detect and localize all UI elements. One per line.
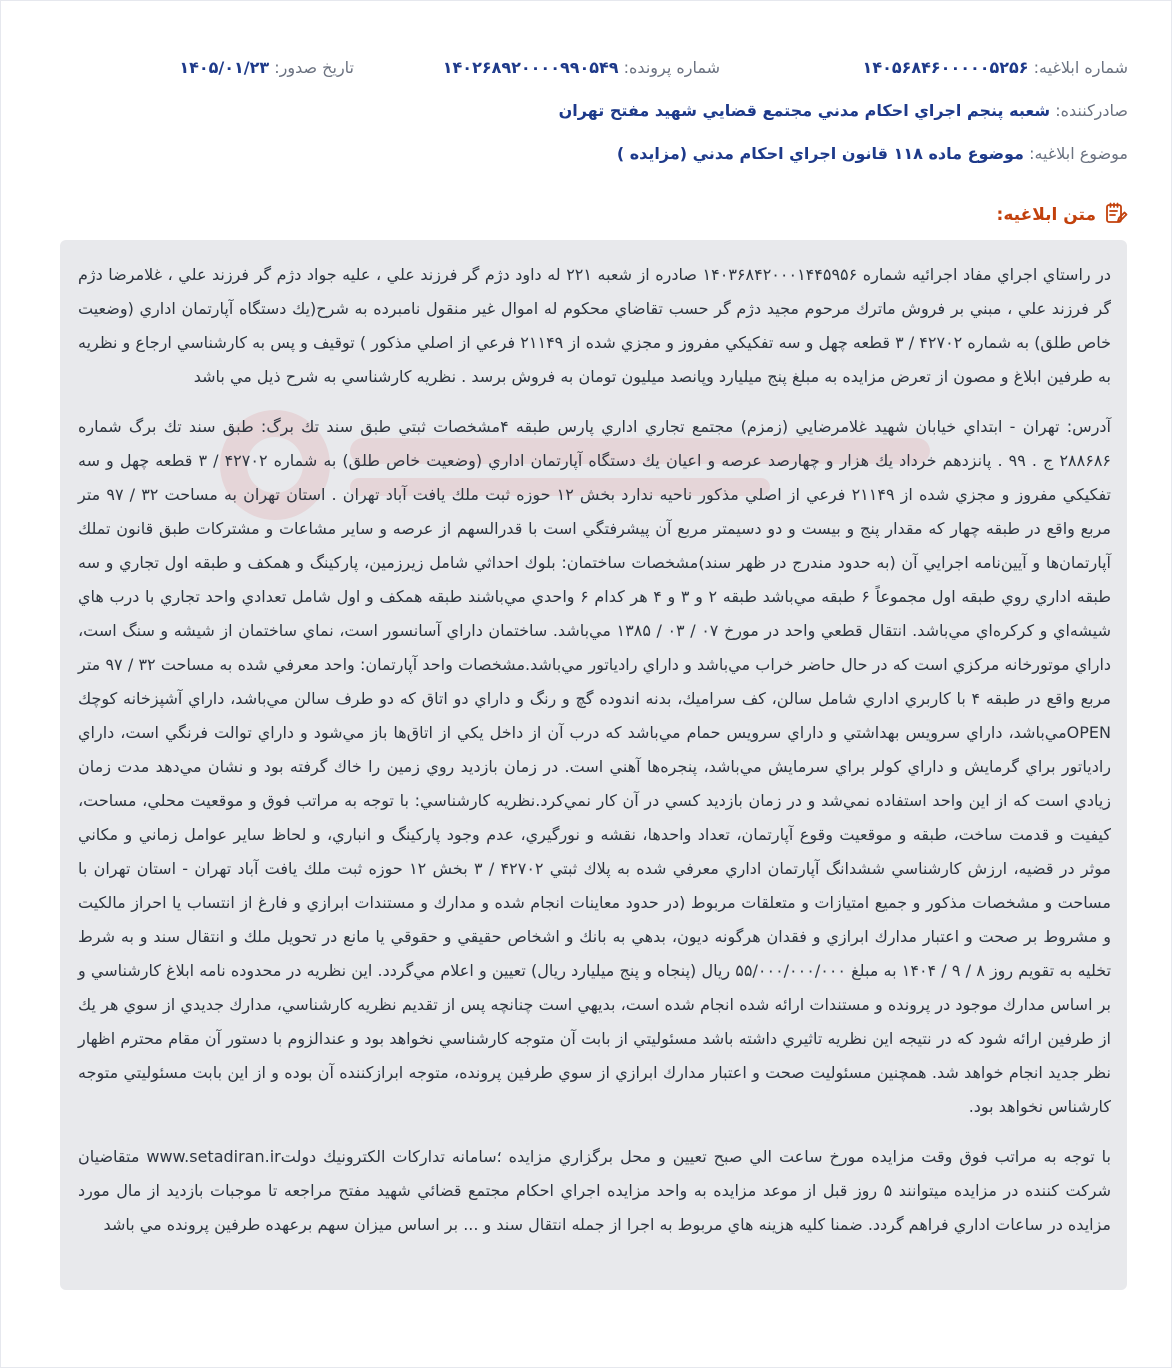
issue-date-field xyxy=(179,58,354,77)
subject-row xyxy=(46,144,1128,163)
case-number-field xyxy=(443,58,720,77)
body-paragraph: با توجه به مراتب فوق وقت مزايده مورخ ساعت الي صبح تعيين و محل برگزاري مزايده ؛سامانه تداركات الكترونيك دولتwww.setadiran.ir متقاضيان شركت كننده در مزايده ميتوانند ۵ روز قبل از موعد مزايده به واحد مزايده اجراي احكام مجتمع قضائي شهيد مفتح مراجعه تا موجبات بازديد از مال مورد مزايده در ساعات اداري فراهم گردد. ضمنا كليه هزينه هاي مربوط به اجرا از جمله انتقال سند و ... بر اساس ميزان سهم برعهده طرفين پرونده مي باشد xyxy=(78,1147,1112,1234)
notice-meta-row xyxy=(46,58,1128,82)
notice-number-label: شماره ابلاغيه: xyxy=(1033,58,1128,77)
subject-label: موضوع ابلاغيه: xyxy=(1029,144,1128,163)
document-edit-icon xyxy=(1104,201,1128,229)
issuer-row xyxy=(46,101,1128,120)
issuer-label: صادرکننده: xyxy=(1055,101,1128,120)
body-paragraph: در راستاي اجراي مفاد اجرائيه شماره ۱۴۰۳۶۸۴۲۰۰۰۱۴۴۵۹۵۶ صادره از شعبه ۲۲۱ له داود دژم گر فرزند علي ، عليه جواد دژم گر فرزند علي ، غلامرضا دژم گر فرزند علي ، مبني بر فروش ماترك مرحوم مجيد دژم گر حسب تقاضاي محكوم له اموال غير منقول نامبرده به شرح(يك دستگاه آپارتمان اداري (وضعيت خاص طلق) به شماره ۴۲۷۰۲ / ۳ قطعه چهل و سه تفكيكي مفروز و مجزي شده از ۲۱۱۴۹ فرعي از اصلي مذكور ) توقيف و پس به كارشناسي ارجاع و نظريه به طرفين ابلاغ و مصون از تعرض مزايده به مبلغ پنج ميليارد وپانصد ميليون تومان به فروش برسد . نظريه كارشناسي به شرح ذيل مي باشد xyxy=(78,265,1112,386)
notice-text-title: متن ابلاغيه: xyxy=(996,205,1096,225)
notice-text-header xyxy=(997,201,1128,229)
notice-number-field xyxy=(863,58,1128,77)
notice-number: ۱۴۰۵۶۸۴۶۰۰۰۰۰۵۲۵۶ xyxy=(862,58,1029,77)
subject-value: موضوع ماده ۱۱۸ قانون اجراي احكام مدني (مزايده ) xyxy=(616,144,1024,163)
case-number-label: شماره پرونده: xyxy=(623,58,720,77)
issue-date-label: تاريخ صدور: xyxy=(274,58,354,77)
body-paragraph: آدرس: تهران - ابتداي خيابان شهيد غلامرضايي (زمزم) مجتمع تجاري اداري پارس طبقه ۴مشخصات ثبتي طبق سند تك برگ: طبق سند تك برگ شماره ۲۸۸۶۸۶ ج . ۹۹ . پانزدهم خرداد يك هزار و چهارصد عرصه و اعيان يك دستگاه آپارتمان اداري (وضعيت خاص طلق) به شماره ۴۲۷۰۲ / ۳ قطعه چهل و سه تفكيكي مفروز و مجزي شده از ۲۱۱۴۹ فرعي از اصلي مذكور ناحيه ندارد بخش ۱۲ حوزه ثبت ملك يافت آباد تهران . استان تهران به مساحت ۳۲ / ۹۷ متر مربع واقع در طبقه چهار كه مقدار پنج و بيست و دو دسيمتر مربع آن پيشرفتگي است با قدرالسهم از عرصه و ساير مشاعات و مشتركات طبق قانون تملك آپارتمان‌ها و آيين‌نامه اجرايي آن (به حدود مندرج در ظهر سند)مشخصات ساختمان: بلوك احداثي شامل زيرزمين، پاركينگ و همكف و طبقه اول تجاري و سه طبقه اداري روي طبقه اول مجموعاً ۶ طبقه مي‌باشد طبقه ۲ و ۳ و ۴ هر كدام ۶ واحدي مي‌باشند طبقه همكف و اول شامل تعدادي واحد تجاري با درب هاي شيشه‌اي و كركره‌اي مي‌باشد. انتقال قطعي واحد در مورخ ۰۷ / ۰۳ / ۱۳۸۵ مي‌باشد. ساختمان داراي آسانسور است، نماي ساختمان از شيشه و سنگ است، داراي موتورخانه مركزي است كه در حال حاضر خراب مي‌باشد و داراي رادياتور مي‌باشد.مشخصات واحد آپارتمان: واحد معرفي شده به مساحت ۳۲ / ۹۷ متر مربع واقع در طبقه ۴ با كاربري اداري شامل سالن، كف سراميك، بدنه اندوده گچ و رنگ و داراي دو اتاق كه دو طرف سالن مي‌باشد، داراي آشپزخانه كوچك OPENمي‌باشد، داراي سرويس بهداشتي و داراي سرويس حمام مي‌باشد كه درب آن از داخل يكي از اتاق‌ها باز مي‌شود و داراي توالت فرنگي است، داراي رادياتور براي گرمايش و داراي كولر براي سرمايش مي‌باشد، پنجره‌ها آهني است. در زمان بازديد روي زمين را خاك گرفته بود و نشان مي‌دهد مدت زمان زيادي است كه از اين واحد استفاده نمي‌شد و در زمان بازديد كسي در آن كار نمي‌كرد.نظريه كارشناسي: با توجه به مراتب فوق و موقعيت محلي، مساحت، كيفيت و قدمت ساخت، طبقه و موقعيت وقوع آپارتمان، تعداد واحدها، نقشه و نورگيري، عدم وجود پاركينگ و انباري، و لحاظ ساير عوامل زماني و مكاني موثر در قضيه، ارزش كارشناسي ششدانگ آپارتمان اداري معرفي شده به پلاك ثبتي ۴۲۷۰۲ / ۳ بخش ۱۲ حوزه ثبت ملك يافت آباد تهران - استان تهران با مساحت و مشخصات مذكور و جميع امتيازات و متعلقات مربوط (در حدود معاينات انجام شده و مدارك و مستندات ابرازي و فارغ از انتساب يا احراز مالكيت و مشروط بر صحت و اعتبار مدارك ابرازي و فقدان هرگونه ديون، بدهي به بانك و اشخاص حقيقي و حقوقي يا مانع در تحويل ملك و انتقال سند و به شرط تخليه به تقويم روز ۸ / ۹ / ۱۴۰۴ به مبلغ ۵۵/۰۰۰/۰۰۰/۰۰۰ ريال (پنجاه و پنج ميليارد ريال) تعيين و اعلام مي‌گردد. اين نظريه در محدوده نامه ابلاغ كارشناسي و بر اساس مدارك موجود در پرونده و مستندات ارائه شده انجام شده است، بديهي است چنانچه پس از تقديم نظريه كارشناسي، مدارك جديدي از سوي هر يك از طرفين ارائه شود كه در نتيجه اين نظريه تاثيري داشته باشد مسئوليتي از بابت آن متوجه كارشناسي نخواهد بود و عندالزوم با دستور آن مقام محترم اظهار نظر جديد انجام خواهد شد. همچنين مسئوليت صحت و اعتبار مدارك ابرازي از سوي طرفين پرونده، متوجه ابرازكننده آن بوده و از اين بابت مسئوليتي متوجه كارشناس نخواهد بود. xyxy=(78,417,1112,1116)
issue-date: ۱۴۰۵/۰۱/۲۳ xyxy=(179,58,270,77)
notice-body xyxy=(60,240,1127,1290)
issuer-value: شعبه پنجم اجراي احكام مدني مجتمع قضايي شهيد مفتح تهران xyxy=(558,101,1051,120)
case-number: ۱۴۰۲۶۸۹۲۰۰۰۰۹۹۰۵۴۹ xyxy=(442,58,619,77)
